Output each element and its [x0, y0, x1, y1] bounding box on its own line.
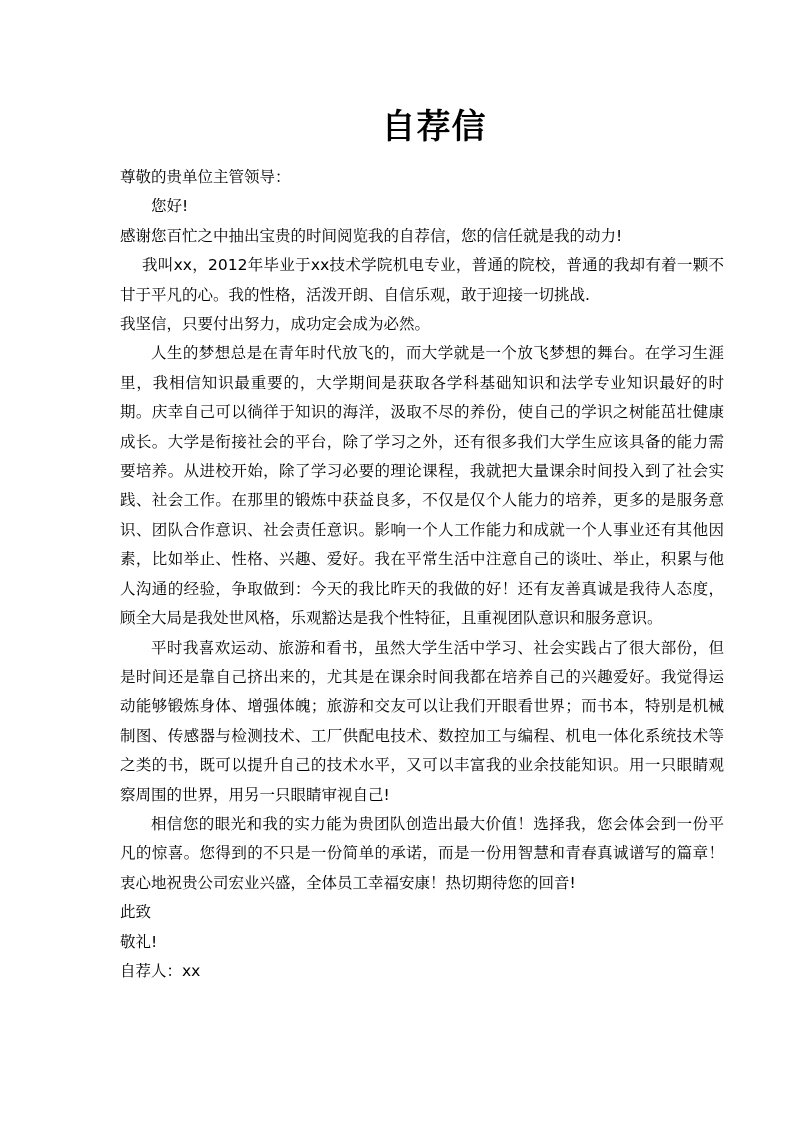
hobbies-paragraph: 平时我喜欢运动、旅游和看书，虽然大学生活中学习、社会实践占了很大部份，但是时间还是靠自己挤出来的，尤其是在课余时间我都在培养自己的兴趣爱好。我觉得运动能够锻炼身体、增强体魄；旅游和交友可以让我们开眼看世界；而书本，特别是机械制图、传感器与检测技术、工厂供配电技术、数控加工与编程、机电一体化系统技术等之类的书，既可以提升自己的技术水平，又可以丰富我的业余技能知识。用一只眼睛观察周围的世界，用另一只眼睛审视自己! [120, 638, 724, 804]
letter-body [120, 163, 724, 986]
signature: 自荐人：xx [120, 961, 201, 980]
closing-paragraph: 相信您的眼光和我的实力能为贵团队创造出最大价值！选择我，您会体会到一份平凡的惊喜。您得到的不只是一份简单的承诺，而是一份用智慧和青春真诚谱写的篇章！衷心地祝贵公司宏业兴盛，全体员工幸福安康！热切期待您的回音! [120, 814, 724, 892]
salutation: 尊敬的贵单位主管领导： [120, 168, 291, 186]
intro-paragraph: 我叫xx，2012年毕业于xx技术学院机电专业，普通的院校，普通的我却有着一颗不甘于平凡的心。我的性格，活泼开朗、自信乐观，敢于迎接一切挑战. [120, 256, 724, 304]
document-title: 自荐信 [381, 107, 487, 147]
closing-salute: 此致 [120, 903, 152, 922]
greeting: 您好! [151, 197, 189, 216]
dream-paragraph: 人生的梦想总是在青年时代放飞的，而大学就是一个放飞梦想的舞台。在学习生涯里，我相信知识最重要的，大学期间是获取各学科基础知识和法学专业知识最好的时期。庆幸自己可以徜徉于知识的海洋，汲取不尽的养份，使自己的学识之树能茁壮健康成长。大学是衔接社会的平台，除了学习之外，还有很多我们大学生应该具备的能力需要培养。从进校开始，除了学习必要的理论课程，我就把大量课余时间投入到了社会实践、社会工作。在那里的锻炼中获益良多，不仅是仅个人能力的培养，更多的是服务意识、团队合作意识、社会责任意识。影响一个人工作能力和成就一个人事业还有其他因素，比如举止、性格、兴趣、爱好。我在平常生活中注意自己的谈吐、举止，积累与他人沟通的经验，争取做到：今天的我比昨天的我做的好！还有友善真诚是我待人态度，顾全大局是我处世风格，乐观豁达是我个性特征，且重视团队意识和服务意识。 [120, 344, 724, 628]
belief-line: 我坚信，只要付出努力，成功定会成为必然。 [120, 315, 431, 334]
closing-regards: 敬礼! [120, 932, 158, 951]
thanks-line: 感谢您百忙之中抽出宝贵的时间阅览我的自荐信，您的信任就是我的动力! [120, 226, 623, 245]
